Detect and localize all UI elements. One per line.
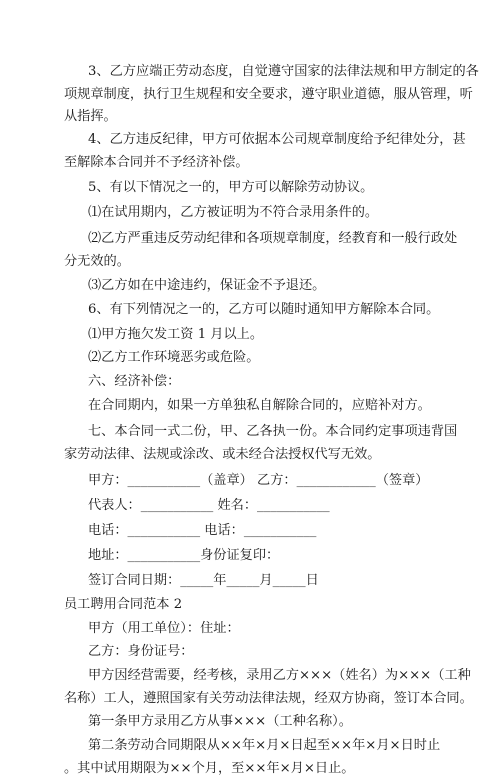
text-line: 六、经济补偿： <box>88 374 181 389</box>
text-line: 签订合同日期：_____年_____月_____日 <box>88 573 319 588</box>
text-line: 6、有下列情况之一的，乙方可以随时通知甲方解除本合同。 <box>88 302 440 317</box>
text-line: ⑵乙方工作环境恶劣或危险。 <box>88 350 260 365</box>
text-line: 家劳动法律、法规或涂改、或未经合法授权代写无效。 <box>64 447 381 462</box>
text-line: 代表人：___________ 姓名：___________ <box>88 498 330 513</box>
text-line: 。其中试用期限为××个月，至××年×月×日止。 <box>64 761 355 776</box>
text-line: 第二条劳动合同期限从××年×月×日起至××年×月×日时止 <box>88 738 441 753</box>
text-line: 乙方：身份证号： <box>88 644 194 659</box>
text-line: 甲方：___________（盖章） 乙方：____________（签章） <box>88 473 429 488</box>
text-line: 甲方因经营需要，经考核，录用乙方×××（姓名）为×××（工种 <box>88 668 471 683</box>
text-line: 甲方（用工单位）：住址： <box>88 621 240 636</box>
text-line: ⑴在试用期内，乙方被证明为不符合录用条件的。 <box>88 205 379 220</box>
text-line: 项规章制度，执行卫生规程和安全要求，遵守职业道德，服从管理，听 <box>64 87 473 102</box>
text-line: 地址：___________身份证复印： <box>88 548 280 563</box>
text-line: 3、乙方应端正劳动态度，自觉遵守国家的法律法规和甲方制定的各 <box>88 64 479 79</box>
text-line: 从指挥。 <box>64 109 117 124</box>
text-line: 4、乙方违反纪律，甲方可依据本公司规章制度给予纪律处分，甚 <box>88 132 466 147</box>
text-line: 名称）工人，遵照国家有关劳动法律法规，经双方协商，签订本合同。 <box>64 691 473 706</box>
text-line: 第一条甲方录用乙方从事×××（工种名称）。 <box>88 714 352 729</box>
text-line: ⑶乙方如在中途违约，保证金不予退还。 <box>88 278 326 293</box>
text-line: ⑴甲方拖欠发工资 1 月以上。 <box>88 327 264 342</box>
text-line: ⑵乙方严重违反劳动纪律和各项规章制度，经教育和一般行政处 <box>88 231 458 246</box>
text-line: 电话：___________ 电话：___________ <box>88 523 317 538</box>
text-line: 分无效的。 <box>64 254 130 269</box>
text-line: 七、本合同一式二份，甲、乙各执一份。本合同约定事项违背国 <box>88 424 458 439</box>
text-line: 在合同期内，如果一方单独私自解除合同的，应赔补对方。 <box>88 398 431 413</box>
text-line: 至解除本合同并不予经济补偿。 <box>64 155 249 170</box>
section-title: 员工聘用合同范本 2 <box>64 597 183 612</box>
text-line: 5、有以下情况之一的，甲方可以解除劳动协议。 <box>88 180 374 195</box>
